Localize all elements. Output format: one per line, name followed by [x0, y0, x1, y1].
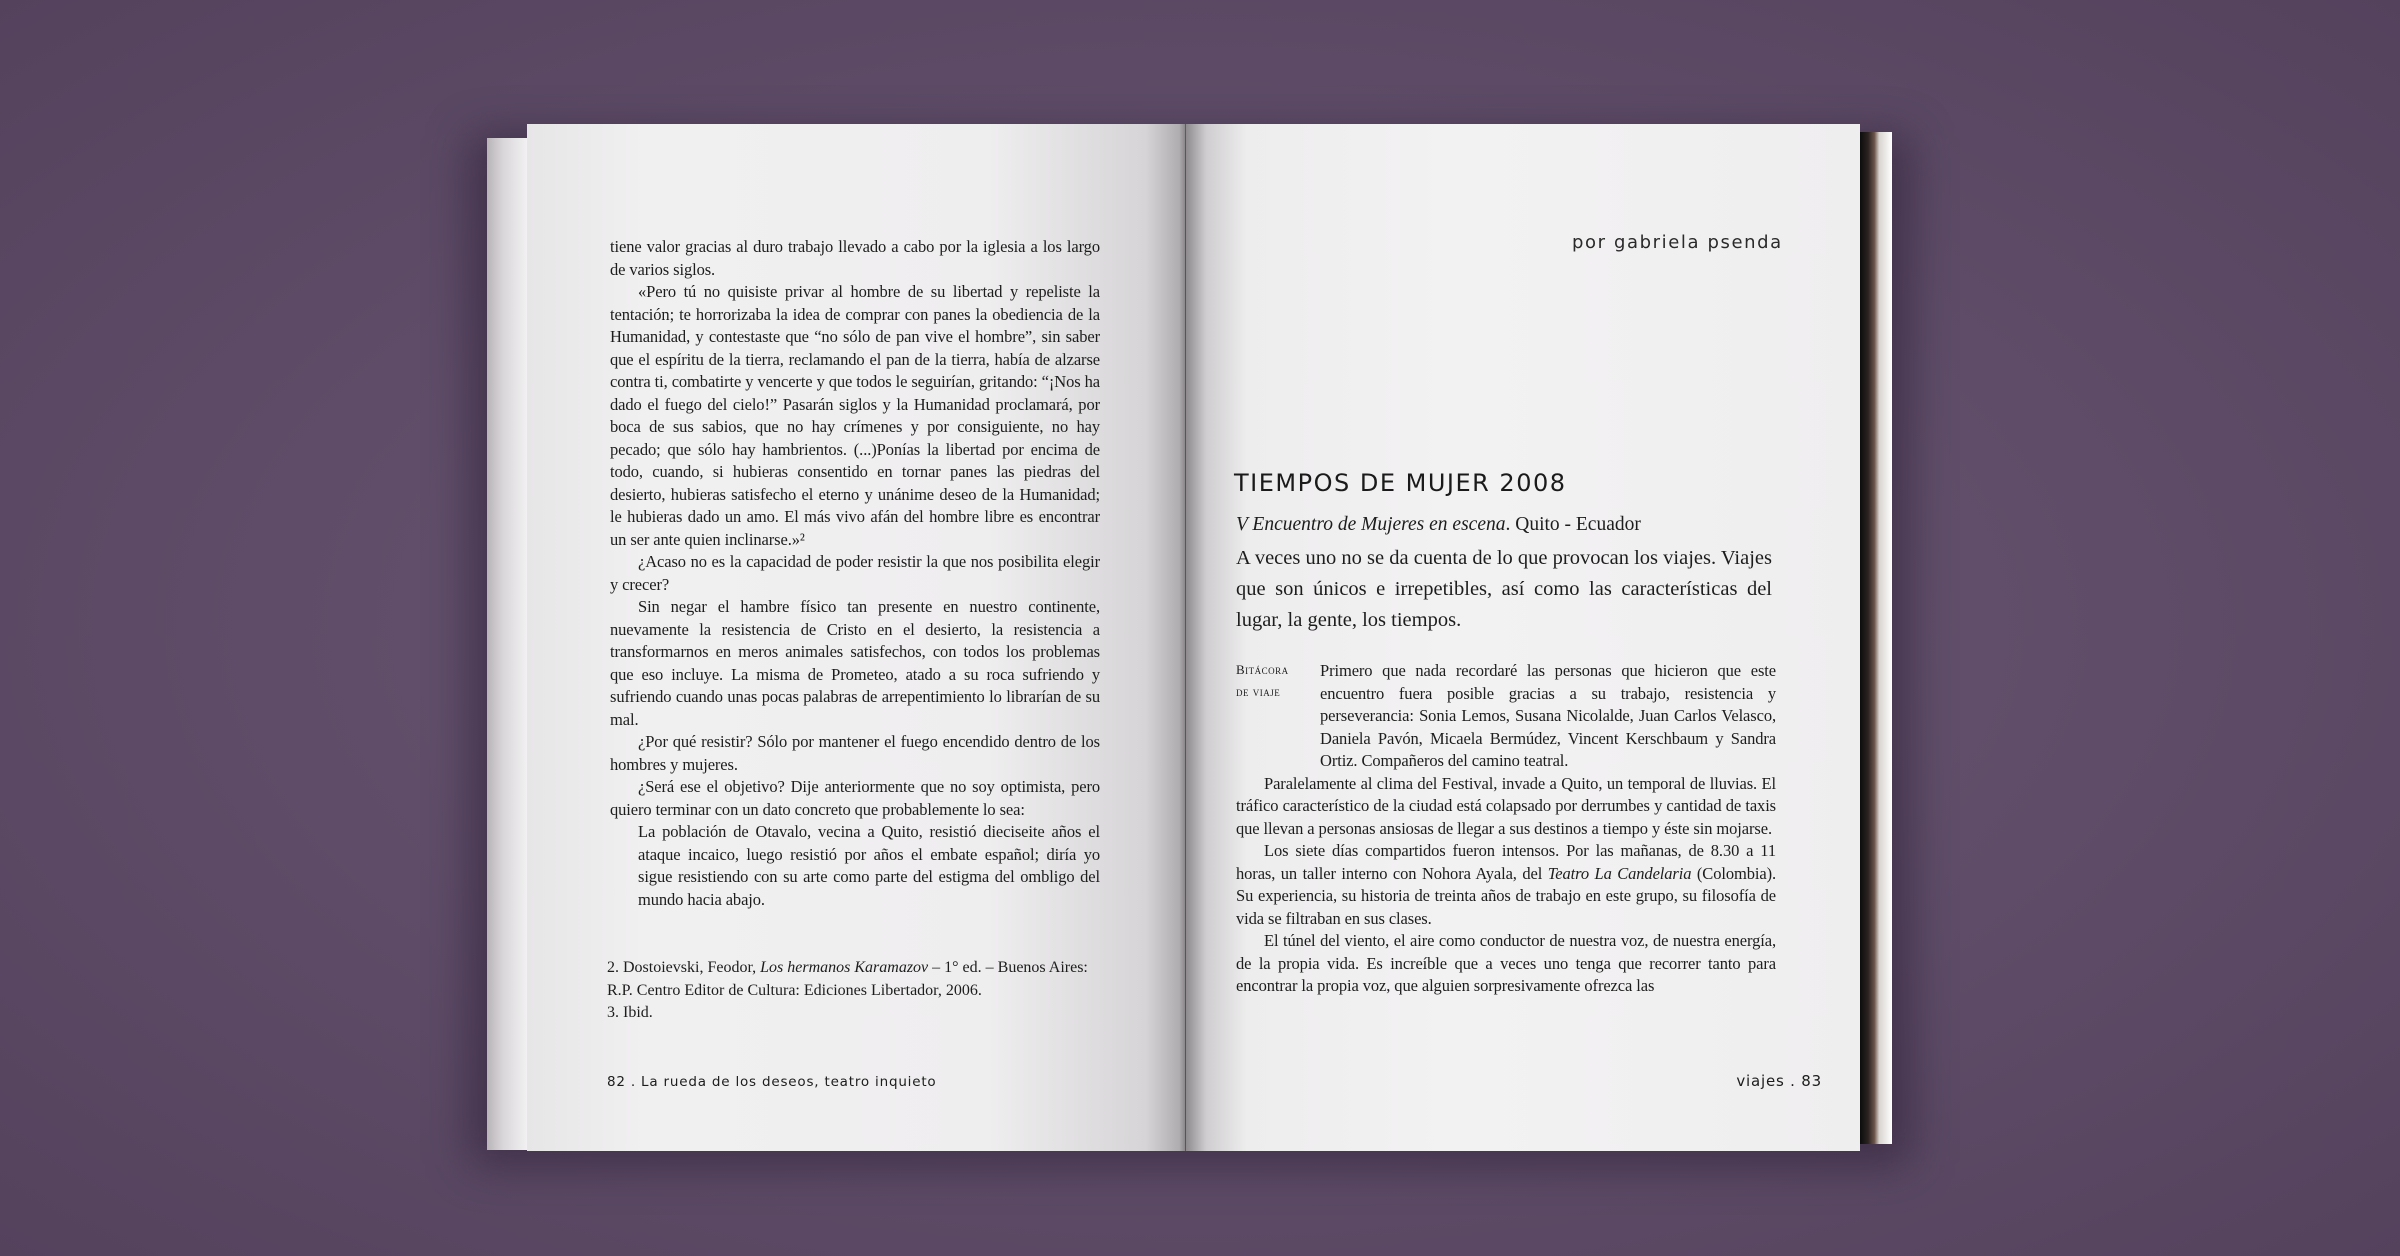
right-folio: viajes . 83 — [1736, 1072, 1822, 1090]
paragraph: ¿Por qué resistir? Sólo por mantener el fuego encendido dentro de los hombres y mujeres. — [610, 732, 1100, 774]
paragraph: Primero que nada recordaré las personas que hicieron que este encuentro fuera posible gracias a su trabajo, resistencia y perseverancia: Sonia Lemos, Susana Nicolalde, Juan Carlos Velasco, Daniela Pavón, Micaela Bermúdez, Vincent Kerschbaum y Sandra Ortiz. Compañeros del camino teatral. — [1320, 661, 1776, 770]
paragraph: tiene valor gracias al duro trabajo llevado a cabo por la iglesia a los largo de varios siglos. — [610, 237, 1100, 279]
left-page — [527, 124, 1185, 1151]
lead-paragraph: A veces uno no se da cuenta de lo que provocan los viajes. Viajes que son únicos e irrepetibles, así como las características del lugar, la gente, los tiempos. — [1236, 547, 1772, 631]
margin-label: Bitácora de viaje — [1236, 662, 1289, 699]
book-page-edges-right — [1860, 132, 1892, 1144]
block-quote: La población de Otavalo, vecina a Quito, resistió dieciseite años el ataque incaico, luego resistió por años el embate español; diría yo sigue resistiendo con su arte como parte del estigma del ombligo del mundo hacia abajo. — [638, 822, 1100, 909]
paragraph: ¿Será ese el objetivo? Dije anteriormente que no soy optimista, pero quiero terminar con un dato concreto que probablemente lo sea: — [610, 777, 1100, 819]
author-byline: por gabriela psenda — [1572, 232, 1783, 253]
footnote-2: 2. Dostoievski, Feodor, Los hermanos Karamazov – 1° ed. – Buenos Aires: R.P. Centro Editor de Cultura: Ediciones Libertador, 2006. — [607, 959, 1088, 999]
right-page — [1186, 124, 1860, 1151]
paragraph: Paralelamente al clima del Festival, invade a Quito, un temporal de lluvias. El tráfico característico de la ciudad está colapsado por derrumbes y cantidad de taxis que llevan a personas ansiosas de llegar a sus destinos a tiempo y éste sin mojarse. — [1236, 773, 1776, 838]
book-page-edges-left — [487, 138, 527, 1150]
paragraph: El túnel del viento, el aire como conductor de nuestra voz, de nuestra energía, de la propia vida. Es increíble que a veces uno tenga que recorrer tanto para encontrar la propia voz, que alguien sorpresivamente ofrezca las — [1236, 931, 1776, 995]
paragraph: ¿Acaso no es la capacidad de poder resistir la que nos posibilita elegir y crecer? — [610, 552, 1100, 594]
left-folio: 82 . La rueda de los deseos, teatro inquieto — [607, 1074, 937, 1090]
article-subtitle: V Encuentro de Mujeres en escena. Quito - Ecuador — [1236, 514, 1641, 535]
footnotes — [607, 957, 1107, 1025]
left-page-body — [610, 236, 1100, 911]
article-title: TIEMPOS DE MUJER 2008 — [1234, 469, 1567, 497]
footnote-3: 3. Ibid. — [607, 1004, 653, 1021]
paragraph: Los siete días compartidos fueron intensos. Por las mañanas, de 8.30 a 11 horas, un taller interno con Nohora Ayala, del Teatro La Candelaria (Colombia). Su experiencia, su historia de treinta años de trabajo en este grupo, su filosofía de vida se filtraban en sus clases. — [1236, 841, 1776, 928]
right-page-body — [1236, 660, 1776, 998]
paragraph: Sin negar el hambre físico tan presente en nuestro continente, nuevamente la resistencia de Cristo en el desierto, la resistencia a transformarnos en meros animales satisfechos, con todos los problemas que eso incluye. La misma de Prometeo, atado a su roca sufriendo y sufriendo cuando unas pocas palabras de arrepentimiento lo librarían de su mal. — [610, 597, 1100, 729]
paragraph: «Pero tú no quisiste privar al hombre de su libertad y repeliste la tentación; te horrorizaba la idea de comprar con panes la obediencia de la Humanidad, y contestaste que “no sólo de pan vive el hombre”, sin saber que el espíritu de la tierra, reclamando el pan de la tierra, había de alzarse contra ti, combatirte y vencerte y que todos le seguirían, gritando: “¡Nos ha dado el fuego del cielo!” Pasarán siglos y la Humanidad proclamará, por boca de sus sabios, que no hay crímenes y por consiguiente, no hay pecado; que sólo hay hambrientos. (...)Ponías la libertad por encima de todo, cuando, si hubieras consentido en tornar panes las piedras del desierto, hubieras satisfecho el eterno y unánime deseo de la Humanidad; le hubieras dado un amo. El más vivo afán del hombre libre es encontrar un ser ante quien inclinarse.»² — [610, 282, 1100, 549]
